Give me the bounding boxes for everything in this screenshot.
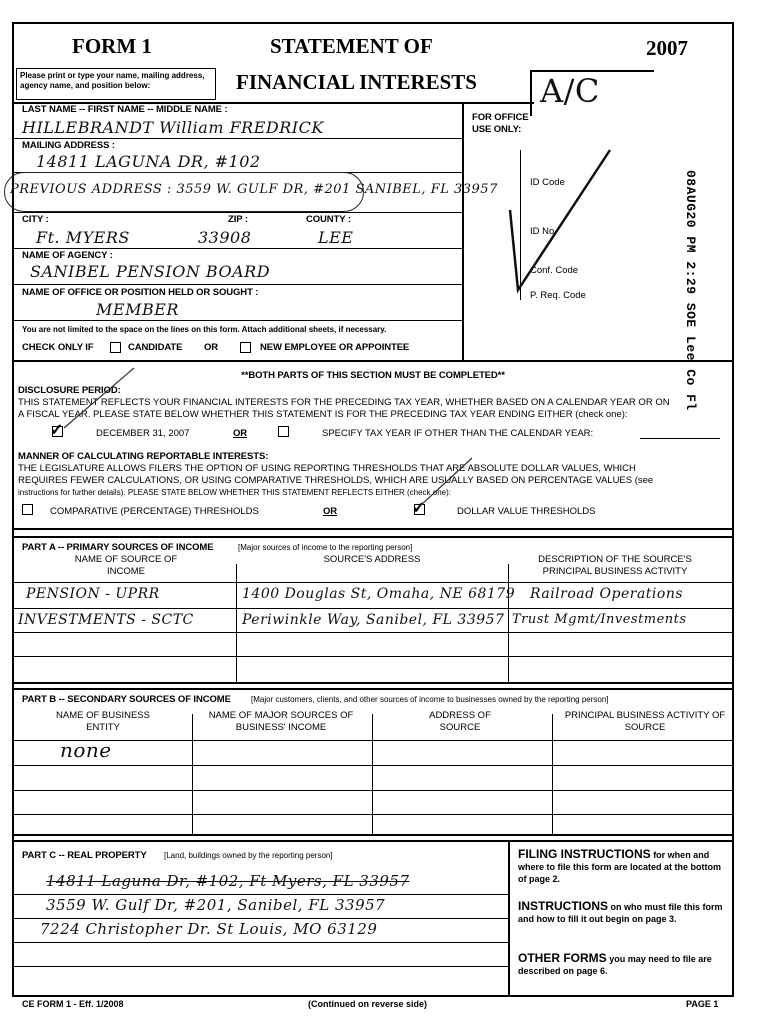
both-parts-note: **BOTH PARTS OF THIS SECTION MUST BE COMPLETED** <box>241 370 505 381</box>
manner-text-3: instructions for further details). PLEASE STATE BELOW WHETHER THIS STATEMENT REFLECTS EITHER (check one): <box>18 488 451 497</box>
other-forms-text: you may need to file are described on page 6. <box>518 954 712 976</box>
part-a-r2-address[interactable]: Periwinkle Way, Sanibel, FL 33957 <box>242 612 505 628</box>
part-c-title: PART C -- REAL PROPERTY <box>22 850 147 861</box>
instructions-block <box>518 900 728 925</box>
or-label: OR <box>204 342 219 353</box>
filing-instructions-block <box>518 848 728 885</box>
checkmark-icon <box>500 140 620 300</box>
print-instruction: Please print or type your name, mailing address, agency name, and position below: <box>20 71 205 90</box>
part-b-col1-header: NAME OF BUSINESS ENTITY <box>56 710 150 733</box>
part-b-col2-header: NAME OF MAJOR SOURCES OF BUSINESS' INCOME <box>208 710 354 733</box>
part-c-row1[interactable]: 14811 Laguna Dr, #102, Ft Myers, FL 33957 <box>46 872 410 890</box>
dollar-label: DOLLAR VALUE THRESHOLDS <box>457 506 596 517</box>
candidate-label: CANDIDATE <box>128 342 183 353</box>
footer-page: PAGE 1 <box>686 999 719 1009</box>
diagonal-strike-icon <box>60 366 480 506</box>
or-label-3: OR <box>323 506 338 517</box>
filing-title: FILING INSTRUCTIONS <box>518 847 651 861</box>
or-label-2: OR <box>233 428 248 439</box>
previous-address-value: PREVIOUS ADDRESS : 3559 W. GULF DR, #201 SANIBEL, FL 33957 <box>10 182 498 197</box>
county-label: COUNTY : <box>306 214 351 225</box>
part-c-row2[interactable]: 3559 W. Gulf Dr, #201, Sanibel, FL 33957 <box>46 896 386 914</box>
other-forms-title: OTHER FORMS <box>518 951 607 965</box>
hand-mark: A/C <box>540 72 600 110</box>
part-a-r2-activity[interactable]: Trust Mgmt/Investments <box>512 612 687 627</box>
part-a-col1-header: NAME OF SOURCE OF INCOME <box>74 554 178 577</box>
id-code-label: ID Code <box>530 177 565 188</box>
manner-title: MANNER OF CALCULATING REPORTABLE INTERESTS: <box>18 451 269 462</box>
manner-text-1: THE LEGISLATURE ALLOWS FILERS THE OPTION OF USING REPORTING THRESHOLDS THAT ARE ABSOLUTE DOLLAR VALUES, WHICH <box>18 463 636 474</box>
filing-text: for when and where to file this form are located at the bottom of page 2. <box>518 850 722 884</box>
new-employee-label: NEW EMPLOYEE OR APPOINTEE <box>260 342 410 353</box>
specify-label: SPECIFY TAX YEAR IF OTHER THAN THE CALENDAR YEAR: <box>322 428 594 439</box>
footer-continued: (Continued on reverse side) <box>308 999 428 1009</box>
part-b-first-entry[interactable]: none <box>60 738 112 762</box>
agency-label: NAME OF AGENCY : <box>22 250 113 261</box>
dec31-check-mark-icon: ✓ <box>50 422 64 439</box>
mailing-value[interactable]: 14811 LAGUNA DR, #102 <box>36 152 261 171</box>
part-c-subtitle: [Land, buildings owned by the reporting person] <box>164 851 333 860</box>
city-label: CITY : <box>22 214 49 225</box>
received-stamp: 08AUG20 PM 2:29 SOE Lee Co Fl <box>683 170 698 411</box>
part-a-r2-name[interactable]: INVESTMENTS - SCTC <box>18 612 194 628</box>
county-value[interactable]: LEE <box>318 228 354 247</box>
period-text-1: THIS STATEMENT REFLECTS YOUR FINANCIAL INTERESTS FOR THE PRECEDING TAX YEAR, WHETHER BASED ON A CALENDAR YEAR OR ON <box>18 397 670 408</box>
part-a-subtitle: [Major sources of income to the reporting person] <box>238 543 413 552</box>
candidate-checkbox[interactable] <box>110 342 121 353</box>
zip-value[interactable]: 33908 <box>198 228 252 247</box>
manner-text-2: REQUIRES FEWER CALCULATIONS, OR USING COMPARATIVE THRESHOLDS, WHICH ARE USUALLY BASED ON PERCENTAGE VALUES (see <box>18 475 654 486</box>
agency-value[interactable]: SANIBEL PENSION BOARD <box>30 262 271 281</box>
footer-form-id: CE FORM 1 - Eff. 1/2008 <box>22 999 124 1009</box>
dollar-check-mark-icon: ✓ <box>412 500 426 517</box>
part-a-col2-header: SOURCE'S ADDRESS <box>323 554 421 565</box>
part-a-r1-name[interactable]: PENSION - UPRR <box>26 586 160 602</box>
print-instruction-box <box>16 68 216 100</box>
part-b-col4-header: PRINCIPAL BUSINESS ACTIVITY OF SOURCE <box>564 710 726 733</box>
part-b-subtitle: [Major customers, clients, and other sources of income to businesses owned by the reporting person] <box>251 695 609 704</box>
check-only-if: CHECK ONLY IF <box>22 342 94 353</box>
p-req-code-label: P. Req. Code <box>530 290 586 301</box>
part-a-r1-activity[interactable]: Railroad Operations <box>530 586 684 602</box>
part-b-title: PART B -- SECONDARY SOURCES OF INCOME <box>22 694 231 705</box>
mailing-label: MAILING ADDRESS : <box>22 140 115 151</box>
position-label: NAME OF OFFICE OR POSITION HELD OR SOUGHT : <box>22 287 259 298</box>
id-no-label: ID No <box>530 226 555 237</box>
part-a-r1-address[interactable]: 1400 Douglas St, Omaha, NE 68179 <box>242 586 516 602</box>
new-employee-checkbox[interactable] <box>240 342 251 353</box>
dec31-label: DECEMBER 31, 2007 <box>96 428 190 439</box>
city-value[interactable]: Ft. MYERS <box>36 228 130 247</box>
zip-label: ZIP : <box>228 214 248 225</box>
period-text-2: A FISCAL YEAR. PLEASE STATE BELOW WHETHER THIS STATEMENT IS FOR THE PRECEDING TAX YEAR ENDING EITHER (check one): <box>18 409 628 420</box>
comparative-label: COMPARATIVE (PERCENTAGE) THRESHOLDS <box>50 506 259 517</box>
position-value[interactable]: MEMBER <box>96 300 179 319</box>
title-line2: FINANCIAL INTERESTS <box>236 70 477 94</box>
office-use-label: FOR OFFICE USE ONLY: <box>472 112 529 135</box>
part-c-row3[interactable]: 7224 Christopher Dr. St Louis, MO 63129 <box>40 920 378 938</box>
space-note: You are not limited to the space on the lines on this form. Attach additional sheets, if necessary. <box>22 325 387 334</box>
comparative-checkbox[interactable] <box>22 504 33 515</box>
title-line1: STATEMENT OF <box>270 34 433 58</box>
name-value[interactable]: HILLEBRANDT William FREDRICK <box>22 118 324 137</box>
instructions-title: INSTRUCTIONS <box>518 899 608 913</box>
part-a-col3-header: DESCRIPTION OF THE SOURCE'S PRINCIPAL BUSINESS ACTIVITY <box>538 554 692 577</box>
name-label: LAST NAME -- FIRST NAME -- MIDDLE NAME : <box>22 104 228 115</box>
other-forms-block <box>518 952 728 977</box>
disclosure-period-title: DISCLOSURE PERIOD: <box>18 385 121 396</box>
form-year: 2007 <box>646 36 688 60</box>
form-number: FORM 1 <box>72 34 152 58</box>
part-b-col3-header: ADDRESS OF SOURCE <box>429 710 491 733</box>
conf-code-label: Conf. Code <box>530 265 579 276</box>
instructions-text: on who must file this form and how to fill it out begin on page 3. <box>518 902 723 924</box>
part-a-title: PART A -- PRIMARY SOURCES OF INCOME <box>22 542 214 553</box>
